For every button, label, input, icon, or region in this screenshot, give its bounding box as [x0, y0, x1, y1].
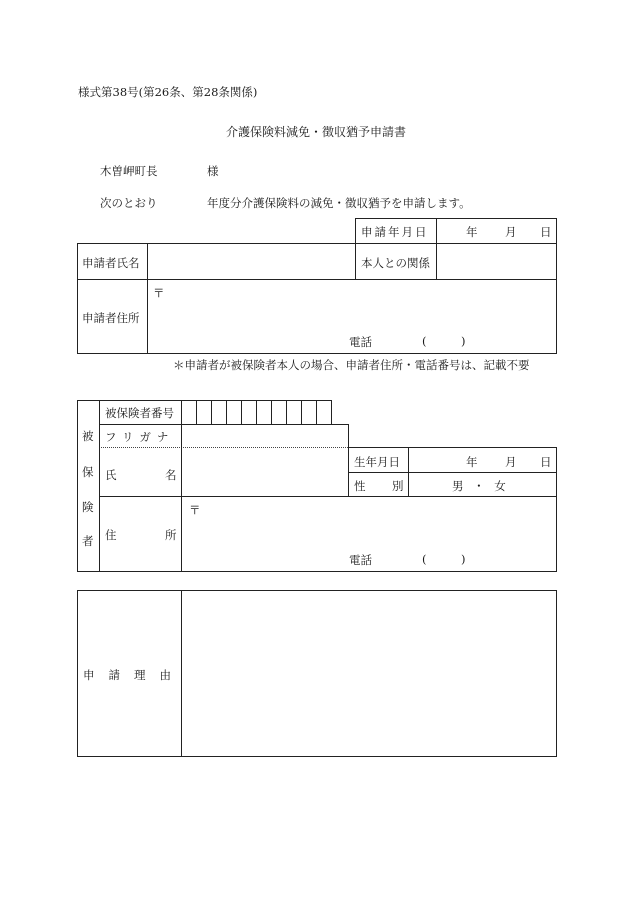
furigana-label: フリガナ [105, 430, 175, 444]
relation-label: 本人との関係 [361, 256, 430, 270]
intro-text: 年度分介護保険料の減免・徴収猶予を申請します。 [207, 196, 471, 210]
applicant-phone-label: 電話 [349, 335, 372, 349]
reason-field[interactable] [183, 592, 554, 754]
insured-section-char-2: 保 [82, 465, 94, 479]
insured-number-field[interactable] [182, 401, 330, 423]
addressee-name: 木曽岬町長 [100, 164, 158, 178]
insured-section-char-3: 険 [82, 500, 94, 514]
reason-label: 申請理由 [83, 668, 185, 682]
note-text: ＊申請者が被保険者本人の場合、申請者住所・電話番号は、記載不要 [173, 358, 530, 372]
insured-phone-label: 電話 [349, 553, 372, 567]
form-title: 介護保険料減免・徴収猶予申請書 [226, 125, 407, 139]
birth-year: 年 [466, 455, 478, 469]
applicant-address-label: 申請者住所 [82, 311, 140, 325]
insured-name-label-2: 名 [165, 468, 177, 482]
addressee-honorific: 様 [207, 164, 219, 178]
application-date-month: 月 [505, 225, 517, 239]
insured-number-label: 被保険者番号 [105, 406, 174, 420]
application-date-day: 日 [540, 225, 552, 239]
insured-section-char-4: 者 [82, 534, 94, 548]
application-date-year: 年 [466, 225, 478, 239]
sex-options[interactable]: 男 ・ 女 [452, 479, 509, 493]
insured-name-label-1: 氏 [105, 468, 117, 482]
applicant-postal-mark: 〒 [153, 286, 165, 300]
sex-label-1: 性 [354, 479, 366, 493]
insured-phone-open: ( [422, 552, 427, 566]
insured-address-label-2: 所 [165, 528, 177, 542]
applicant-name-label: 申請者氏名 [82, 256, 140, 270]
birth-day: 日 [540, 455, 552, 469]
form-number: 様式第38号(第26条、第28条関係) [78, 85, 258, 99]
insured-name-field[interactable] [182, 449, 347, 495]
sex-label-2: 別 [392, 479, 404, 493]
applicant-phone-close: ) [461, 334, 466, 348]
insured-section-char-1: 被 [82, 429, 94, 443]
insured-phone-close: ) [461, 552, 466, 566]
relation-field[interactable] [438, 245, 554, 277]
applicant-name-field[interactable] [149, 245, 353, 277]
insured-address-label-1: 住 [105, 528, 117, 542]
furigana-field[interactable] [182, 425, 347, 446]
birth-date-label: 生年月日 [354, 455, 400, 469]
intro-prefix: 次のとおり [100, 196, 158, 210]
application-date-label: 申請年月日 [361, 225, 429, 239]
birth-month: 月 [505, 455, 517, 469]
applicant-phone-open: ( [422, 334, 427, 348]
insured-postal-mark: 〒 [189, 503, 201, 517]
